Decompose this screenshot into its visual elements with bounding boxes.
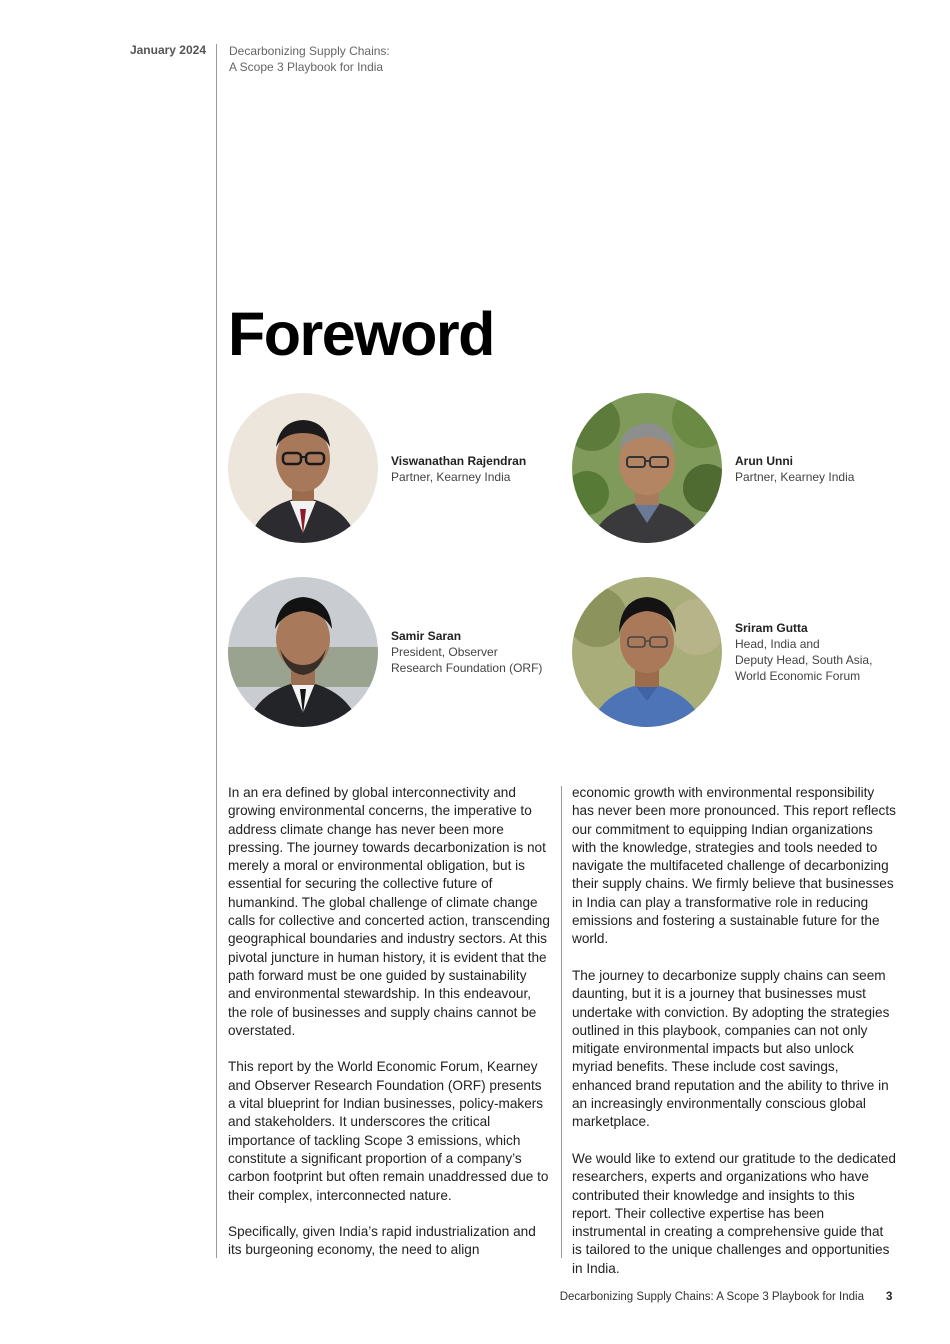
author-role: Head, India and Deputy Head, South Asia, World Economic Forum (735, 637, 873, 683)
vertical-divider (216, 44, 217, 1258)
author-caption-unni (735, 453, 905, 485)
author-photo-gutta (572, 577, 722, 727)
author-name: Samir Saran (391, 629, 462, 643)
body-column-right (572, 784, 896, 1296)
paragraph: We would like to extend our gratitude to the dedicated researchers, experts and organizations who have contributed their knowledge and insights to this report. Their collective expertise has been instrumental in creating a comprehensive guide that is tailored to the unique challenges and opportunities in India. (572, 1150, 896, 1276)
author-photo-unni (572, 393, 722, 543)
author-role: President, Observer Research Foundation (ORF) (391, 645, 543, 675)
author-name: Viswanathan Rajendran (391, 454, 527, 468)
column-divider (561, 786, 562, 1258)
author-name: Arun Unni (735, 454, 793, 468)
paragraph: Specifically, given India’s rapid industrialization and its burgeoning economy, the need to align (228, 1224, 536, 1258)
body-column-left (228, 784, 552, 1278)
author-caption-gutta (735, 620, 905, 684)
header-doc-title-line1: Decarbonizing Supply Chains: (229, 44, 390, 58)
author-role: Partner, Kearney India (735, 470, 855, 484)
author-photo-rajendran (228, 393, 378, 543)
author-role: Partner, Kearney India (391, 470, 511, 484)
paragraph: In an era defined by global interconnectivity and growing environmental concerns, the imperative to address climate change has never been more pressing. The journey towards decarbonization is not merely a moral or environmental obligation, but is essential for securing the collective future of humankind. The global challenge of climate change calls for collective and concerted action, transcending geographical boundaries and industry sectors. At this pivotal juncture in human history, it is evident that the path forward must be one guided by sustainability and environmental stewardship. In this endeavour, the role of businesses and supply chains cannot be overstated. (228, 785, 550, 1038)
author-name: Sriram Gutta (735, 621, 808, 635)
header-date: January 2024 (129, 43, 206, 57)
header-doc-title (229, 43, 390, 75)
page-number: 3 (886, 1291, 893, 1303)
paragraph: economic growth with environmental responsibility has never been more pronounced. This report reflects our commitment to equipping Indian organizations with the knowledge, strategies and tools needed to navigate the multifaceted challenge of decarbonizing their supply chains. We firmly believe that businesses in India can play a transformative role in reducing emissions and fostering a sustainable future for the world. (572, 785, 896, 947)
paragraph: The journey to decarbonize supply chains can seem daunting, but it is a journey that businesses must undertake with conviction. By adopting the strategies outlined in this playbook, companies can not only mitigate environmental impacts but also unlock myriad benefits. These include cost savings, enhanced brand reputation and the ability to thrive in an increasingly environmentally conscious global marketplace. (572, 967, 890, 1130)
author-caption-saran (391, 628, 561, 676)
page-title: Foreword (228, 300, 494, 368)
author-caption-rajendran (391, 453, 561, 485)
header-doc-title-line2: A Scope 3 Playbook for India (229, 60, 384, 74)
footer-doc-title: Decarbonizing Supply Chains: A Scope 3 Playbook for India (559, 1291, 864, 1303)
author-photo-saran (228, 577, 378, 727)
paragraph: This report by the World Economic Forum, Kearney and Observer Research Foundation (ORF) presents a vital blueprint for Indian businesses, policy-makers and stakeholders. It underscores the critical importance of tackling Scope 3 emissions, which constitute a significant proportion of a company’s carbon footprint but often remain unaddressed due to their complex, interconnected nature. (228, 1059, 549, 1203)
